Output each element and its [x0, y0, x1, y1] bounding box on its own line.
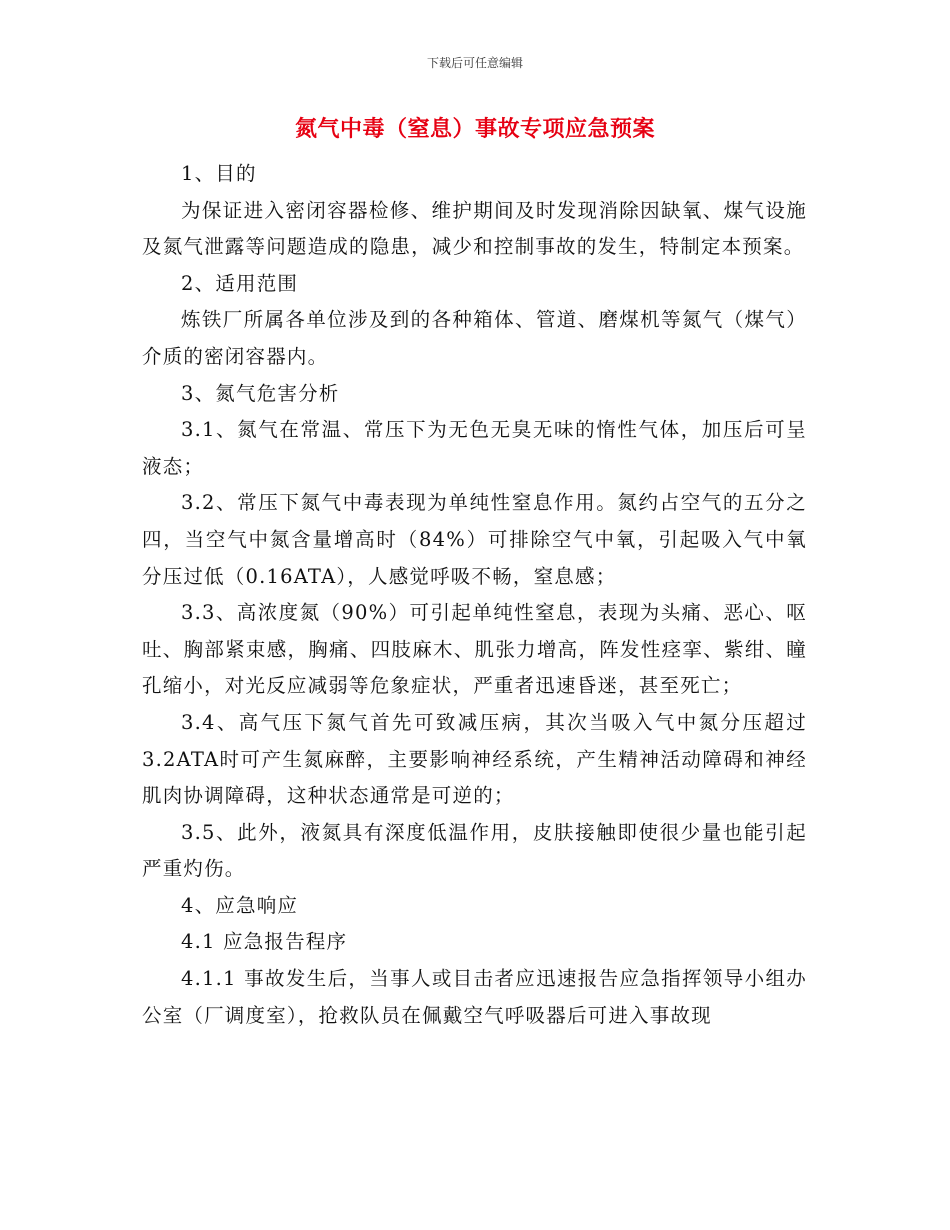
paragraph-hazard-3-1: 3.1、氮气在常温、常压下为无色无臭无味的惰性气体，加压后可呈液态； [142, 418, 807, 478]
paragraph-hazard-3-2: 3.2、常压下氮气中毒表现为单纯性窒息作用。氮约占空气的五分之四，当空气中氮含量增高时（84%）可排除空气中氧，引起吸入气中氧分压过低（0.16ATA），人感觉呼吸不畅，窒息感； [142, 491, 807, 588]
document-body [142, 156, 807, 1034]
section-heading-purpose: 1、目的 [181, 162, 257, 185]
section-heading-scope: 2、适用范围 [181, 271, 299, 295]
paragraph-scope: 炼铁厂所属各单位涉及到的各种箱体、管道、磨煤机等氮气（煤气）介质的密闭容器内。 [142, 308, 807, 368]
page-header-note: 下载后可任意编辑 [426, 56, 523, 70]
paragraph-reporting-4-1-1: 4.1.1 事故发生后，当事人或目击者应迅速报告应急指挥领导小组办公室（厂调度室），抢救队员在佩戴空气呼吸器后可进入事故现 [142, 967, 807, 1027]
section-heading-emergency-response: 4、应急响应 [181, 893, 299, 917]
section-heading-hazard-analysis: 3、氮气危害分析 [181, 381, 340, 405]
paragraph-hazard-3-4: 3.4、高气压下氮气首先可致减压病，其次当吸入气中氮分压超过3.2ATA时可产生氮麻醉，主要影响神经系统，产生精神活动障碍和神经肌肉协调障碍，这种状态通常是可逆的； [142, 710, 807, 808]
paragraph-hazard-3-5: 3.5、此外，液氮具有深度低温作用，皮肤接触即使很少量也能引起严重灼伤。 [142, 820, 807, 881]
paragraph-purpose: 为保证进入密闭容器检修、维护期间及时发现消除因缺氧、煤气设施及氮气泄露等问题造成的隐患，减少和控制事故的发生，特制定本预案。 [142, 198, 807, 259]
document-title: 氮气中毒（窒息）事故专项应急预案 [294, 117, 655, 142]
paragraph-hazard-3-3: 3.3、高浓度氮（90%）可引起单纯性窒息，表现为头痛、恶心、呕吐、胸部紧束感，胸痛、四肢麻木、肌张力增高，阵发性痉挛、紫绀、瞳孔缩小，对光反应减弱等危象症状，严重者迅速昏迷，甚至死亡； [142, 601, 807, 698]
subsection-heading-reporting-procedure: 4.1 应急报告程序 [181, 930, 348, 954]
